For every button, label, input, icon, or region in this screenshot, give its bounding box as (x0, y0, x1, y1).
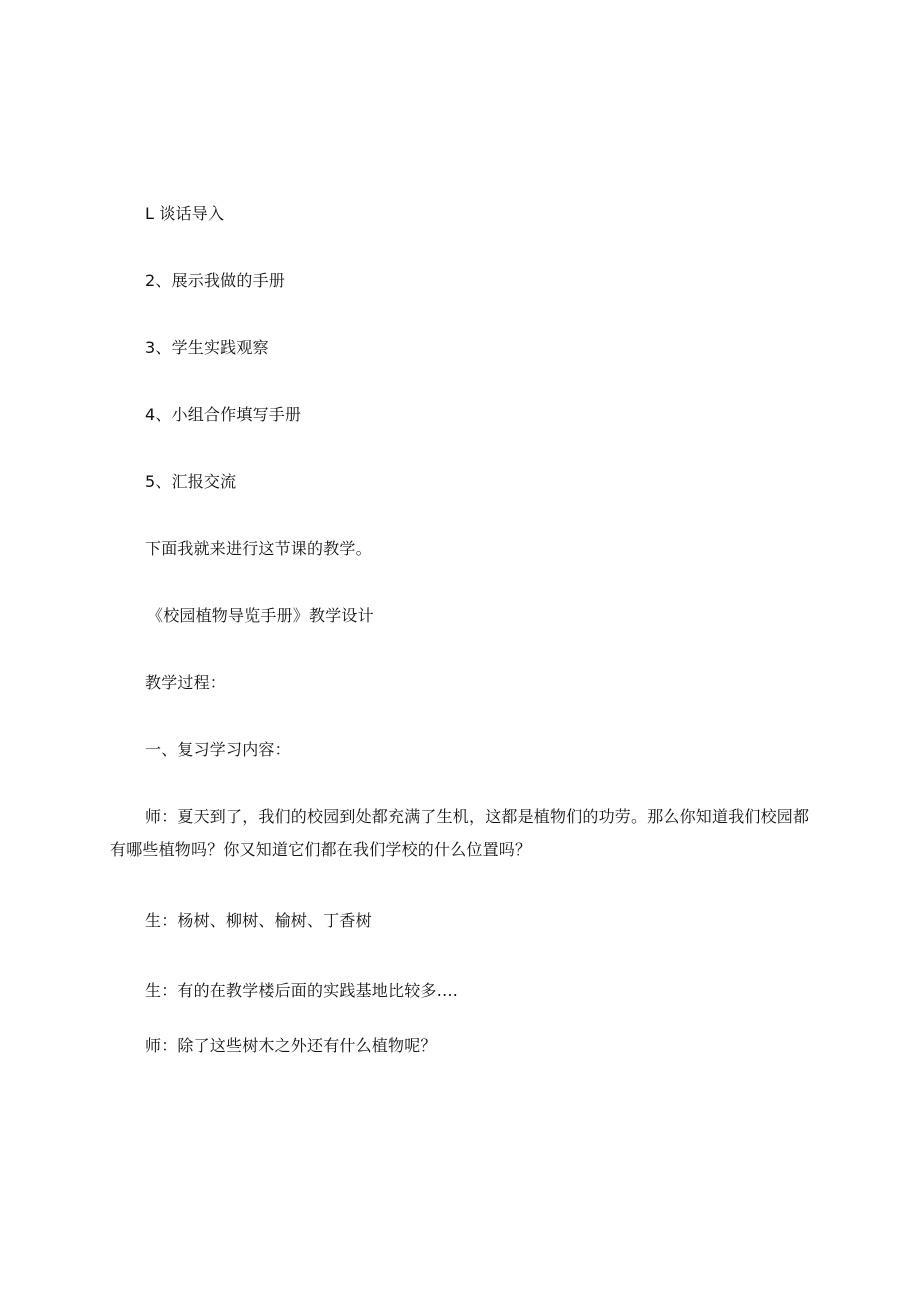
student-answer-location: 生：有的在教学楼后面的实践基地比较多…. (145, 981, 459, 1000)
step-4-group-work: 4、小组合作填写手册 (145, 405, 302, 424)
process-heading: 教学过程： (145, 673, 227, 692)
teacher-question-paragraph: 师：夏天到了，我们的校园到处都充满了生机，这都是植物们的功劳。那么你知道我们校园都有哪些植物吗？你又知道它们都在我们学校的什么位置吗？ (110, 807, 810, 859)
student-answer-trees: 生：杨树、柳树、榆树、丁香树 (145, 911, 372, 930)
lesson-title: 《校园植物导览手册》教学设计 (147, 606, 374, 625)
intro-sentence: 下面我就来进行这节课的教学。 (145, 539, 372, 558)
step-5-report-exchange: 5、汇报交流 (145, 472, 237, 491)
section-one-heading: 一、复习学习内容： (145, 740, 291, 759)
step-2-show-handbook: 2、展示我做的手册 (145, 271, 285, 290)
step-3-student-observation: 3、学生实践观察 (145, 338, 269, 357)
step-1-talk-intro: L 谈话导入 (145, 204, 225, 223)
teacher-followup-question: 师：除了这些树木之外还有什么植物呢？ (145, 1036, 437, 1055)
